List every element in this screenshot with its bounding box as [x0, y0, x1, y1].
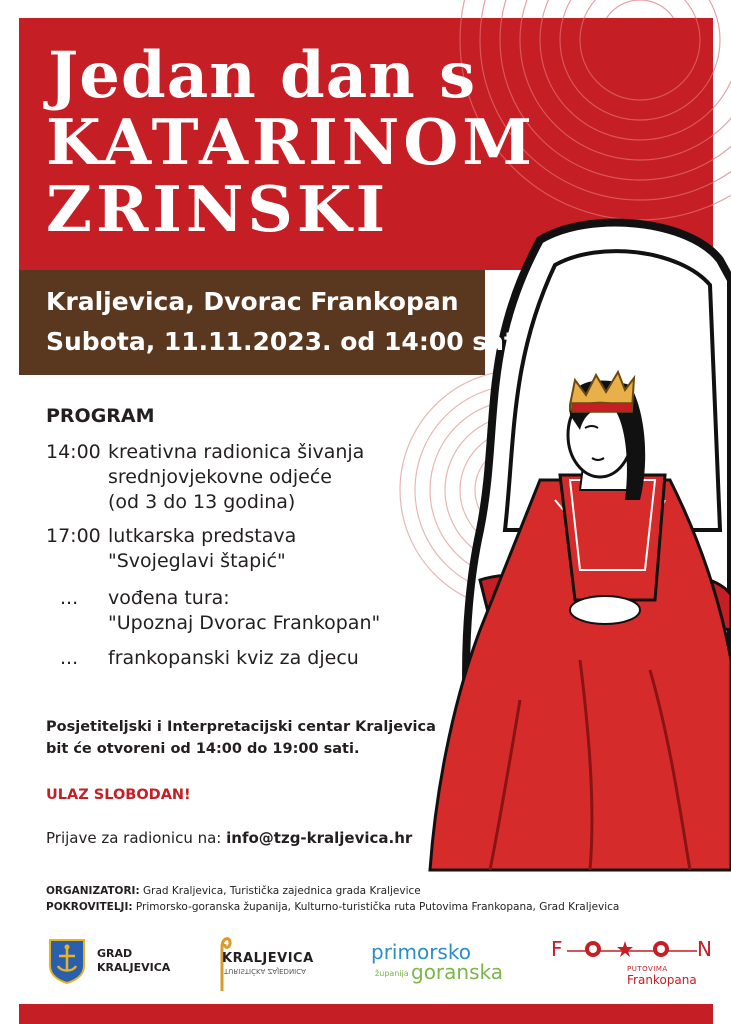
sponsors-label: POKROVITELJI: — [46, 901, 133, 913]
program-text: kreativna radionica šivanja — [108, 441, 365, 463]
sponsors-text: Primorsko-goranska županija, Kulturno-turistička ruta Putovima Frankopana, Grad Kraljevica — [135, 901, 620, 913]
pf-letter-n: N — [697, 937, 712, 961]
event-info-banner — [19, 270, 485, 375]
grad-logo-line-1: GRAD — [97, 947, 133, 960]
program-time: ... — [60, 587, 79, 609]
pgz-logo-top: primorsko — [371, 940, 471, 964]
title-line-2: KATARINOM — [46, 105, 536, 179]
program-time: ... — [60, 647, 79, 669]
bottom-red-bar — [19, 1004, 713, 1024]
program-heading: PROGRAM — [46, 405, 155, 427]
organizers-text: Grad Kraljevica, Turistička zajednica grada Kraljevice — [143, 885, 421, 897]
lion-icon — [583, 939, 603, 959]
program-text: lutkarska predstava — [108, 525, 297, 547]
lion-icon — [651, 939, 671, 959]
title-line-1: Jedan dan s — [48, 38, 477, 113]
free-entry-notice: ULAZ SLOBODAN! — [46, 787, 191, 803]
program-text: "Upoznaj Dvorac Frankopan" — [108, 612, 381, 634]
program-time: 17:00 — [46, 525, 101, 547]
grad-logo-text — [97, 947, 170, 975]
pf-logo-name: Frankopana — [627, 973, 697, 987]
center-note-line-2: bit će otvoreni od 14:00 do 19:00 sati. — [46, 741, 360, 757]
frankopan-route-mark — [551, 937, 713, 961]
title-line-3: ZRINSKI — [46, 172, 390, 246]
pgz-logo-bottom: goranska — [411, 960, 503, 984]
event-date-time: Subota, 11.11.2023. od 14:00 sati — [46, 327, 525, 356]
pf-logo-small: PUTOVIMA — [627, 965, 668, 973]
kraljevica-coat-of-arms-icon — [48, 938, 86, 984]
signup-line — [46, 829, 412, 847]
star-icon — [617, 941, 633, 957]
tz-logo-main: KRALJEVICA — [222, 951, 314, 966]
program-text: vođena tura: — [108, 587, 230, 609]
center-note-line-1: Posjetiteljski i Interpretacijski centar Kraljevica — [46, 719, 436, 735]
organizers-line — [46, 885, 421, 897]
pgz-logo-small: županija — [375, 969, 409, 978]
program-time: 14:00 — [46, 441, 101, 463]
tz-logo-sub: TURISTIČKA ZAJEDNICA — [224, 967, 306, 975]
organizers-label: ORGANIZATORI: — [46, 885, 140, 897]
grad-logo-line-2: KRALJEVICA — [97, 961, 171, 974]
signup-label: Prijave za radionicu na: — [46, 829, 222, 847]
program-text: srednjovjekovne odjeće — [108, 466, 332, 488]
sponsors-line — [46, 901, 619, 913]
event-location: Kraljevica, Dvorac Frankopan — [46, 287, 459, 316]
program-text: frankopanski kviz za djecu — [108, 647, 359, 669]
program-text: (od 3 do 13 godina) — [108, 491, 296, 513]
program-text: "Svojeglavi štapić" — [108, 550, 286, 572]
signup-email-link[interactable]: info@tzg-kraljevica.hr — [226, 829, 413, 847]
pf-letter-f: F — [551, 937, 563, 961]
